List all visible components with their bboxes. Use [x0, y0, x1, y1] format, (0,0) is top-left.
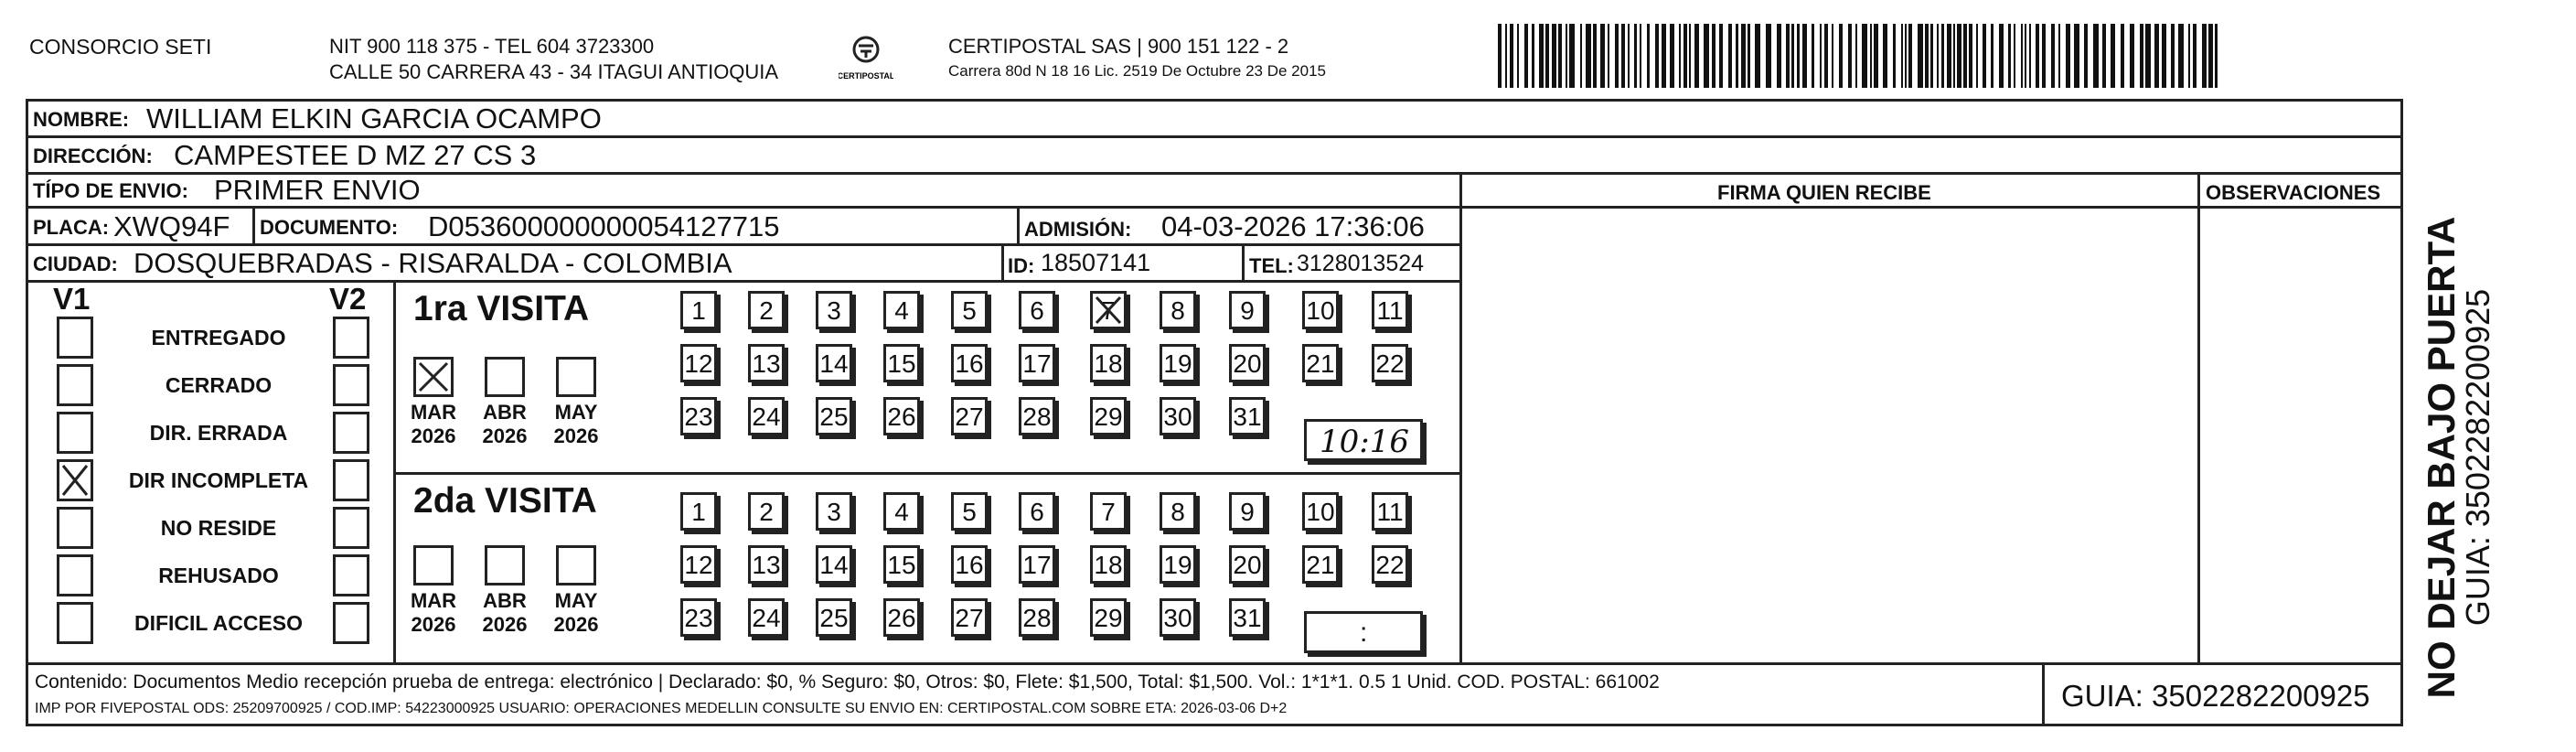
day-box[interactable]: 28 — [1019, 397, 1055, 435]
day-box[interactable]: 1 — [680, 291, 717, 329]
nombre-value: WILLIAM ELKIN GARCIA OCAMPO — [146, 102, 602, 134]
day-box[interactable]: 27 — [951, 598, 988, 637]
month-checkbox[interactable] — [413, 545, 454, 585]
v1-checkbox[interactable] — [57, 317, 93, 359]
side-notice — [2421, 101, 2495, 723]
day-box[interactable]: 2 — [748, 492, 785, 531]
v1-checkbox[interactable] — [57, 412, 93, 454]
day-box[interactable]: 17 — [1019, 344, 1055, 382]
day-box[interactable]: 30 — [1160, 598, 1196, 637]
month-label: MAR 2026 — [410, 589, 457, 636]
status-label: DIR. ERRADA — [149, 421, 288, 445]
placa-value: XWQ94F — [113, 210, 230, 242]
carrier-line: CERTIPOSTAL SAS | 900 151 122 - 2 — [948, 35, 1289, 58]
day-box[interactable]: 13 — [748, 545, 785, 584]
day-box[interactable]: 31 — [1229, 397, 1266, 435]
v2-checkbox[interactable] — [333, 317, 369, 359]
day-box[interactable]: 5 — [951, 291, 988, 329]
placa-label: PLACA: — [33, 216, 110, 239]
day-box[interactable]: 7 — [1090, 492, 1127, 531]
visit2-time: : — [1360, 618, 1368, 648]
admision-label: ADMISIÓN: — [1024, 218, 1132, 241]
day-box[interactable]: 11 — [1372, 291, 1408, 329]
v1-checkbox[interactable] — [57, 364, 93, 406]
day-box[interactable]: 29 — [1090, 598, 1127, 637]
day-box[interactable]: 5 — [951, 492, 988, 531]
day-box[interactable]: 16 — [951, 344, 988, 382]
status-label: CERRADO — [165, 373, 273, 397]
tipo-envio-value: PRIMER ENVIO — [214, 174, 421, 206]
day-box[interactable]: 2 — [748, 291, 785, 329]
day-box[interactable]: 16 — [951, 545, 988, 584]
month-label: MAY 2026 — [553, 401, 599, 447]
v1-label: V1 — [53, 282, 91, 316]
v2-checkbox[interactable] — [333, 554, 369, 596]
day-box[interactable]: 14 — [816, 344, 852, 382]
status-label: DIFICIL ACCESO — [134, 611, 303, 635]
status-label: NO RESIDE — [160, 516, 277, 540]
visit2-time-box[interactable] — [1304, 611, 1423, 653]
day-box[interactable]: 21 — [1302, 344, 1339, 382]
v1-checkbox[interactable] — [57, 507, 93, 549]
day-box[interactable]: 9 — [1229, 291, 1266, 329]
day-box[interactable]: 28 — [1019, 598, 1055, 637]
day-box[interactable]: 24 — [748, 598, 785, 637]
day-box[interactable]: 20 — [1229, 344, 1266, 382]
ciudad-value: DOSQUEBRADAS - RISARALDA - COLOMBIA — [134, 247, 732, 279]
month-label: ABR 2026 — [482, 401, 528, 447]
day-box[interactable]: 15 — [883, 344, 920, 382]
visit1-time: 10:16 — [1320, 424, 1409, 460]
footer-contenido: Contenido: Documentos Medio recepción prueba de entrega: electrónico | Declarado: $0, % Seguro: $0, Otros: $0, Flete: $1,500, Total: $1,500. Vol.: 1*1*1. 0.5 1 Unid. COD. POSTAL: 661002 — [35, 671, 1660, 693]
month-checkbox[interactable] — [485, 357, 525, 397]
day-box[interactable]: 3 — [816, 291, 852, 329]
v2-checkbox[interactable] — [333, 364, 369, 406]
day-box[interactable]: 15 — [883, 545, 920, 584]
day-box[interactable]: 6 — [1019, 291, 1055, 329]
visit1-title: 1ra VISITA — [413, 289, 590, 328]
day-box[interactable]: 26 — [883, 598, 920, 637]
observaciones-header: OBSERVACIONES — [2206, 181, 2381, 204]
day-box[interactable]: 10 — [1302, 291, 1339, 329]
day-box[interactable]: 19 — [1160, 344, 1196, 382]
status-label: REHUSADO — [158, 564, 279, 587]
nit-line: NIT 900 118 375 - TEL 604 3723300 — [329, 35, 655, 58]
day-box[interactable]: 27 — [951, 397, 988, 435]
day-box[interactable]: 11 — [1372, 492, 1408, 531]
day-box[interactable]: 25 — [816, 598, 852, 637]
day-box[interactable]: 1 — [680, 492, 717, 531]
day-box[interactable]: 22 — [1372, 545, 1408, 584]
admision-value: 04-03-2026 17:36:06 — [1161, 210, 1425, 242]
month-checkbox[interactable] — [413, 357, 454, 397]
day-box[interactable]: 23 — [680, 397, 717, 435]
side-guia: GUIA: 3502282200925 — [2459, 288, 2496, 627]
day-box[interactable]: 22 — [1372, 344, 1408, 382]
month-label: MAY 2026 — [553, 589, 599, 636]
firma-header: FIRMA QUIEN RECIBE — [1717, 181, 1931, 204]
tel-value: 3128013524 — [1297, 251, 1425, 276]
month-checkbox[interactable] — [556, 545, 596, 585]
tipo-envio-label: TÍPO DE ENVIO: — [33, 179, 188, 202]
day-box[interactable]: 8 — [1160, 291, 1196, 329]
documento-value: D053600000000054127715 — [428, 210, 780, 242]
day-box[interactable]: 14 — [816, 545, 852, 584]
direccion-value: CAMPESTEE D MZ 27 CS 3 — [174, 139, 537, 171]
footer-impresion: IMP POR FIVEPOSTAL ODS: 25209700925 / COD.IMP: 54223000925 USUARIO: OPERACIONES MEDELLIN CONSULTE SU ENVIO EN: CERTIPOSTAL.COM SOBRE ETA: 2026-03-06 D+2 — [35, 701, 1288, 716]
month-checkbox[interactable] — [556, 357, 596, 397]
day-box[interactable]: 12 — [680, 344, 717, 382]
day-box[interactable]: 9 — [1229, 492, 1266, 531]
ciudad-label: CIUDAD: — [33, 252, 118, 275]
day-box[interactable]: 4 — [883, 291, 920, 329]
day-box[interactable]: 24 — [748, 397, 785, 435]
day-box[interactable]: 17 — [1019, 545, 1055, 584]
day-box[interactable]: 13 — [748, 344, 785, 382]
month-label: MAR 2026 — [410, 401, 457, 447]
visit1-time-box[interactable] — [1304, 419, 1423, 461]
day-box[interactable]: 3 — [816, 492, 852, 531]
day-box[interactable]: 30 — [1160, 397, 1196, 435]
documento-label: DOCUMENTO: — [260, 216, 399, 239]
id-value: 18507141 — [1041, 249, 1151, 276]
v2-label: V2 — [329, 282, 367, 316]
day-box[interactable]: 19 — [1160, 545, 1196, 584]
address-line: CALLE 50 CARRERA 43 - 34 ITAGUI ANTIOQUIA — [329, 60, 779, 83]
v1-checkbox[interactable] — [57, 602, 93, 644]
v2-checkbox[interactable] — [333, 602, 369, 644]
v2-checkbox[interactable] — [333, 459, 369, 501]
no-dejar-bajo-puerta: NO DEJAR BAJO PUERTA — [2420, 216, 2463, 699]
day-box[interactable]: 26 — [883, 397, 920, 435]
id-label: ID: — [1008, 254, 1035, 277]
day-box[interactable]: 21 — [1302, 545, 1339, 584]
day-box[interactable]: 6 — [1019, 492, 1055, 531]
direccion-label: DIRECCIÓN: — [33, 145, 153, 167]
day-box[interactable]: 29 — [1090, 397, 1127, 435]
day-box[interactable]: 8 — [1160, 492, 1196, 531]
day-box[interactable]: 18 — [1090, 545, 1127, 584]
day-box[interactable]: 4 — [883, 492, 920, 531]
day-box[interactable]: 18 — [1090, 344, 1127, 382]
certipostal-logo — [839, 33, 893, 86]
day-box[interactable]: 31 — [1229, 598, 1266, 637]
visit2-title: 2da VISITA — [413, 481, 597, 521]
day-box[interactable]: 20 — [1229, 545, 1266, 584]
v2-checkbox[interactable] — [333, 507, 369, 549]
day-box[interactable]: 10 — [1302, 492, 1339, 531]
status-label: DIR INCOMPLETA — [128, 468, 309, 492]
day-box[interactable]: 25 — [816, 397, 852, 435]
v1-checkbox[interactable] — [57, 554, 93, 596]
day-box[interactable]: 7 — [1090, 291, 1127, 329]
day-box[interactable]: 23 — [680, 598, 717, 637]
footer-guia: GUIA: 3502282200925 — [2061, 679, 2370, 713]
month-label: ABR 2026 — [482, 589, 528, 636]
tel-label: TEL: — [1249, 254, 1294, 277]
company-name: CONSORCIO SETI — [29, 35, 212, 59]
svg-text:CERTIPOSTAL: CERTIPOSTAL — [839, 71, 893, 81]
status-label: ENTREGADO — [151, 326, 286, 349]
v2-checkbox[interactable] — [333, 412, 369, 454]
license-line: Carrera 80d N 18 16 Lic. 2519 De Octubre 23 De 2015 — [948, 62, 1326, 80]
nombre-label: NOMBRE: — [33, 108, 130, 131]
barcode — [1498, 24, 2220, 88]
day-box[interactable]: 12 — [680, 545, 717, 584]
v1-checkbox[interactable] — [57, 459, 93, 501]
month-checkbox[interactable] — [485, 545, 525, 585]
